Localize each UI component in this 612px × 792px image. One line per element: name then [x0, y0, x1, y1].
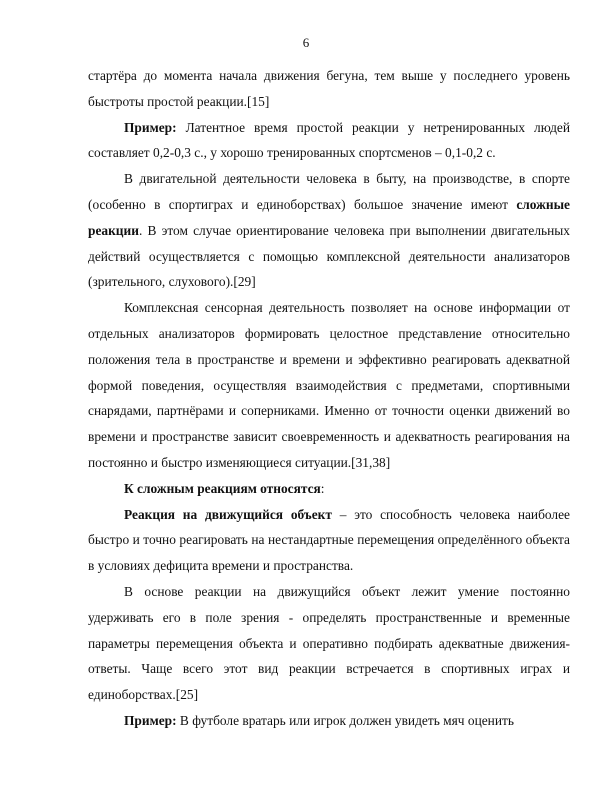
example-label: Пример: [124, 712, 177, 728]
paragraph-example-latency [88, 115, 570, 167]
paragraph-text: В футболе вратарь или игрок должен увидеть мяч оценить [176, 712, 514, 728]
paragraph-moving-object-definition [88, 502, 570, 579]
paragraph-text: Комплексная сенсорная деятельность позволяет на основе информации от отдельных анализаторов формировать целостное представление относительно положения тела в пространстве и времени и эффективно реагировать адекватной формой поведения, осуществляя взаимодействия с предметами, спортивными снарядами, партнёрами и соперниками. Именно от точности оценки движений во времени и пространстве зависит своевременность и адекватность реагирования на постоянно и быстро изменяющиеся ситуации.[31,38] [88, 300, 570, 470]
paragraph-text: В основе реакции на движущийся объект лежит умение постоянно удерживать его в поле зрения - определять пространственные и временные параметры перемещения объекта и оперативно подбирать адекватные движения-ответы. Чаще всего этот вид реакции встречается в спортивных играх и единоборствах.[25] [88, 583, 570, 703]
page-number: 6 [302, 35, 310, 50]
paragraph-text: : [320, 480, 325, 496]
paragraph-complex-reactions-heading [88, 476, 570, 502]
paragraph-text: – это способность человека наиболее быстро и точно реагировать на нестандартные перемещения определённого объекта в условиях дефицита времени и пространства. [88, 506, 571, 574]
bold-term: сложные реакции [88, 196, 570, 238]
bold-term: К сложным реакциям относятся [124, 480, 321, 496]
bold-term: Реакция на движущийся объект [124, 506, 332, 522]
paragraph-complex-reactions-intro [88, 166, 570, 295]
paragraph-text: стартёра до момента начала движения бегуна, тем выше у последнего уровень быстроты простой реакции.[15] [88, 68, 570, 109]
paragraph-example-football [88, 708, 570, 734]
document-body [88, 63, 570, 734]
paragraph-sensory-activity [88, 295, 570, 476]
paragraph-text: В двигательной деятельности человека в быту, на производстве, в спорте (особенно в спортиграх и единоборствах) большое значение имеют [88, 171, 570, 212]
example-label: Пример: [124, 119, 177, 135]
paragraph-moving-object-basis [88, 579, 570, 708]
paragraph-continuation [88, 63, 570, 115]
paragraph-text: Латентное время простой реакции у нетренированных людей составляет 0,2-0,3 с., у хорошо тренированных спортсменов – 0,1-0,2 с. [88, 119, 570, 161]
paragraph-text: . В этом случае ориентирование человека при выполнении двигательных действий осуществляется с помощью комплексной деятельности анализаторов (зрительного, слухового).[29] [88, 222, 570, 290]
